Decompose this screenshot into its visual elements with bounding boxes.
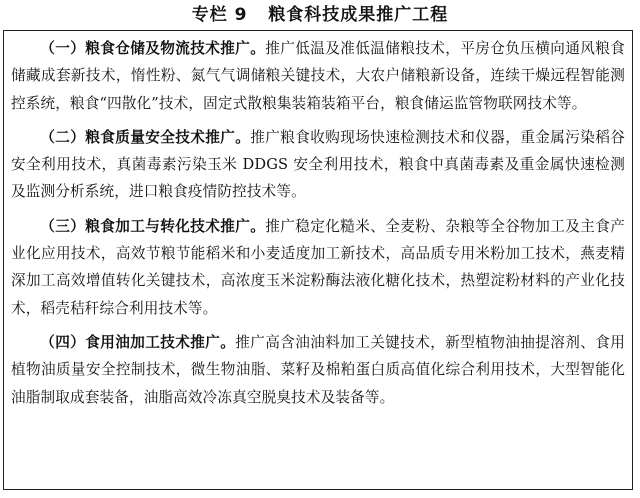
section-heading: （三）粮食加工与转化技术推广。 xyxy=(40,217,266,235)
section-body: 推广高含油油料加工关键技术，新型植物油抽提溶剂、食用植物油质量安全控制技术，微生物油脂、菜籽及棉粕蛋白质高值化综合利用技术，大型智能化油脂制取成套装备，油脂高效冷冻真空脱臭技术及装备等。 xyxy=(11,333,626,406)
section-body: 推广低温及准低温储粮技术，平房仓负压横向通风粮食储藏成套新技术，惰性粉、氮气气调储粮关键技术，大农户储粮新设备，连续干燥远程智能测控系统，粮食“四散化”技术，固定式散粮集装箱装箱平台，粮食储运监管物联网技术等。 xyxy=(11,40,625,112)
section-heading: （二）粮食质量安全技术推广。 xyxy=(40,128,251,146)
box-title: 专栏 9 粮食科技成果推广工程 xyxy=(191,5,449,25)
section-body: 推广粮食收购现场快速检测技术和仪器，重金属污染稻谷安全利用技术，真菌毒素污染玉米 DDGS 安全利用技术，粮食中真菌毒素及重金属快速检测及监测分析系统，进口粮食疫情防控技术等。 xyxy=(11,128,625,201)
section-heading: （一）粮食仓储及物流技术推广。 xyxy=(40,40,266,57)
box-content xyxy=(11,35,625,418)
section-quality-safety xyxy=(11,124,625,206)
section-edible-oil xyxy=(11,329,625,411)
section-body: 推广稳定化糙米、全麦粉、杂粮等全谷物加工及主食产业化应用技术，高效节粮节能稻米和小麦适度加工新技术，高品质专用米粉加工技术，燕麦精深加工高效增值转化关键技术，高浓度玉米淀粉酶法液化糖化技术，热塑淀粉材料的产业化技术，稻壳秸秆综合利用技术等。 xyxy=(11,217,625,317)
section-storage-logistics xyxy=(11,35,625,117)
section-heading: （四）食用油加工技术推广。 xyxy=(40,333,236,351)
section-processing-conversion xyxy=(11,213,625,322)
